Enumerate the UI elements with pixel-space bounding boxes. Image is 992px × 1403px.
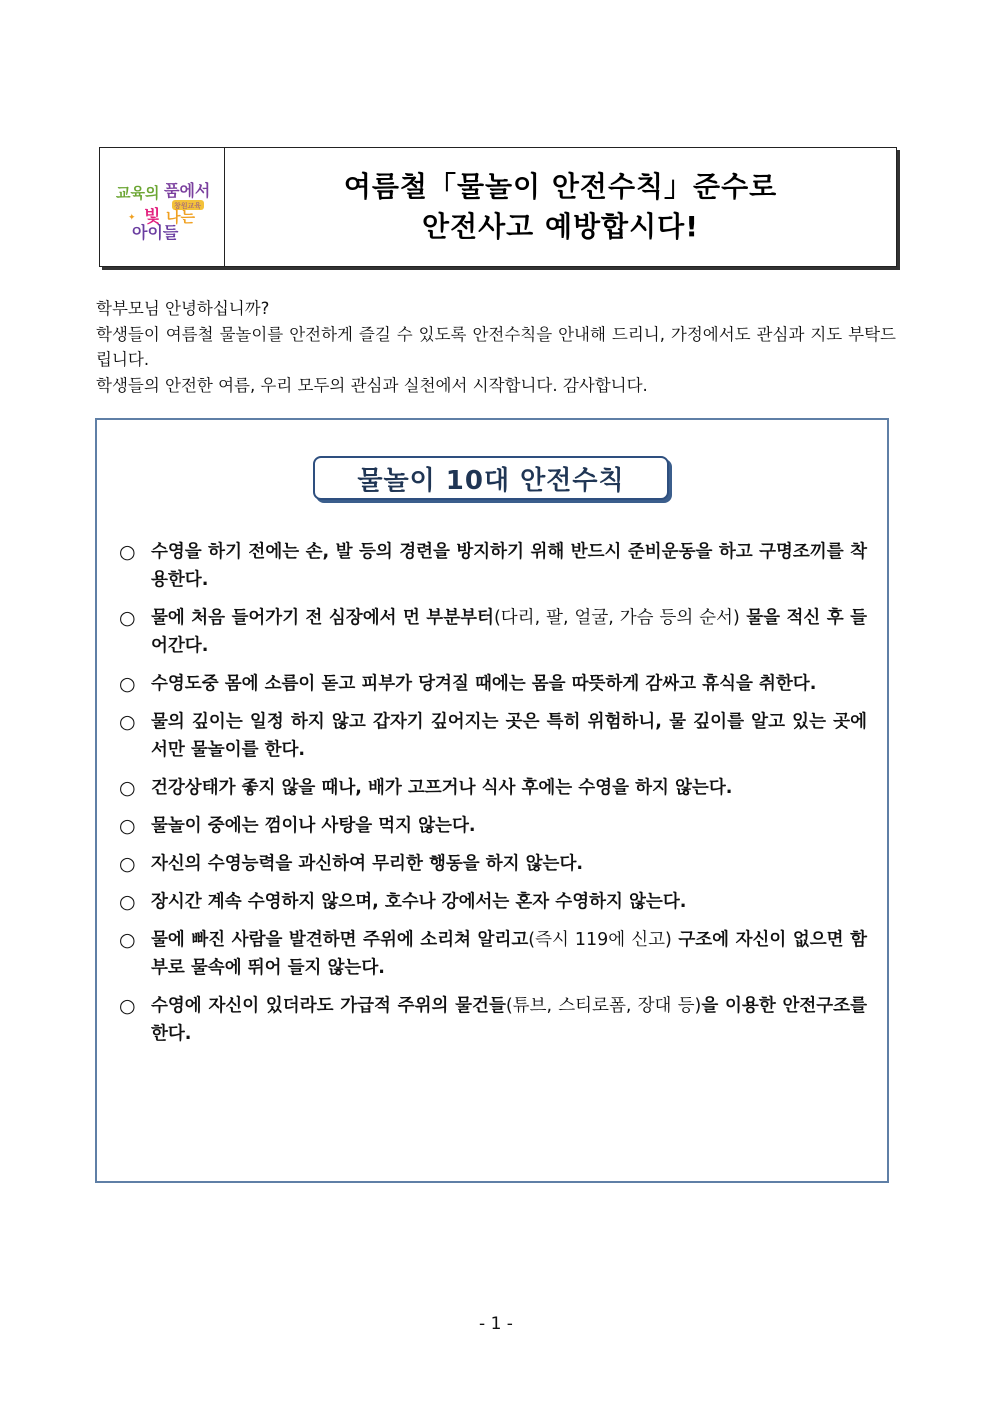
rule-text: 장시간 계속 수영하지 않으며, 호수나 강에서는 혼자 수영하지 않는다. — [151, 892, 687, 912]
circle-bullet-icon: ○ — [119, 607, 136, 629]
rule-note: (즉시 119에 신고) — [528, 930, 672, 950]
rule-note: (튜브, 스티로폼, 장대 등) — [505, 996, 702, 1016]
rule-text: 물에 빠진 사람을 발견하면 주위에 소리쳐 알리고 — [151, 930, 529, 950]
rule-text: 수영에 자신이 있더라도 가급적 주위의 물건들 — [151, 996, 506, 1016]
intro-text — [96, 296, 896, 398]
rule-item — [119, 926, 867, 982]
intro-greeting: 학부모님 안녕하십니까? — [96, 299, 270, 318]
page-number: - 1 - — [479, 1314, 513, 1334]
safety-rules-list — [119, 538, 867, 1058]
notice-title-line2: 안전사고 예방합시다! — [422, 210, 699, 243]
svg-text:품에서: 품에서 — [164, 181, 210, 200]
logo-cell — [100, 148, 225, 266]
circle-bullet-icon: ○ — [119, 891, 136, 913]
rule-text: 자신의 수영능력을 과신하여 무리한 행동을 하지 않는다. — [151, 854, 584, 874]
svg-text:나는: 나는 — [166, 208, 195, 226]
rule-text: 물에 처음 들어가기 전 심장에서 먼 부분부터 — [151, 608, 494, 628]
notice-title — [225, 148, 896, 266]
safety-rules-box — [95, 418, 889, 1183]
intro-closing: 학생들의 안전한 여름, 우리 모두의 관심과 실천에서 시작합니다. 감사합니다. — [96, 375, 648, 395]
rule-item — [119, 850, 867, 878]
rule-text: 수영도중 몸에 소름이 돋고 피부가 당겨질 때에는 몸을 따뜻하게 감싸고 휴식을 취한다. — [151, 674, 817, 694]
circle-bullet-icon: ○ — [119, 541, 136, 563]
school-logo — [114, 172, 210, 242]
rule-note: (다리, 팔, 얼굴, 가슴 등의 순서) — [493, 608, 740, 628]
svg-text:아이들: 아이들 — [132, 223, 179, 242]
rule-text-tail: 물을 적신 후 들어간다. — [151, 608, 867, 656]
svg-text:교육의: 교육의 — [116, 184, 160, 202]
rule-text: 물의 깊이는 일정 하지 않고 갑자기 깊어지는 곳은 특히 위험하니, 물 깊이를 알고 있는 곳에서만 물놀이를 한다. — [151, 712, 867, 760]
intro-body: 학생들이 여름철 물놀이를 안전하게 즐길 수 있도록 안전수칙을 안내해 드리니, 가정에서도 관심과 지도 부탁드립니다. — [96, 324, 896, 369]
svg-text:창원교육: 창원교육 — [174, 202, 202, 210]
circle-bullet-icon: ○ — [119, 711, 136, 733]
rule-item — [119, 538, 867, 594]
svg-text:✦: ✦ — [128, 213, 136, 223]
rule-item — [119, 774, 867, 802]
circle-bullet-icon: ○ — [119, 853, 136, 875]
rule-text-tail: 구조에 자신이 없으면 함부로 물속에 뛰어 들지 않는다. — [151, 930, 867, 978]
rule-item — [119, 888, 867, 916]
circle-bullet-icon: ○ — [119, 777, 136, 799]
circle-bullet-icon: ○ — [119, 929, 136, 951]
rule-item — [119, 812, 867, 840]
rule-item — [119, 992, 867, 1048]
notice-header — [99, 147, 897, 267]
rule-text: 수영을 하기 전에는 손, 발 등의 경련을 방지하기 위해 반드시 준비운동을 하고 구명조끼를 착용한다. — [151, 542, 867, 590]
rule-text: 물놀이 중에는 껌이나 사탕을 먹지 않는다. — [151, 816, 476, 836]
notice-title-line1: 여름철「물놀이 안전수칙」준수로 — [343, 170, 778, 203]
circle-bullet-icon: ○ — [119, 815, 136, 837]
circle-bullet-icon: ○ — [119, 995, 136, 1017]
circle-bullet-icon: ○ — [119, 673, 136, 695]
safety-rules-title: 물놀이 10대 안전수칙 — [313, 456, 669, 500]
svg-text:빛: 빛 — [144, 207, 161, 227]
rule-text-tail: 을 이용한 안전구조를 한다. — [151, 996, 867, 1044]
rule-text: 건강상태가 좋지 않을 때나, 배가 고프거나 식사 후에는 수영을 하지 않는다. — [151, 778, 733, 798]
rule-item — [119, 604, 867, 660]
rule-item — [119, 708, 867, 764]
rule-item — [119, 670, 867, 698]
